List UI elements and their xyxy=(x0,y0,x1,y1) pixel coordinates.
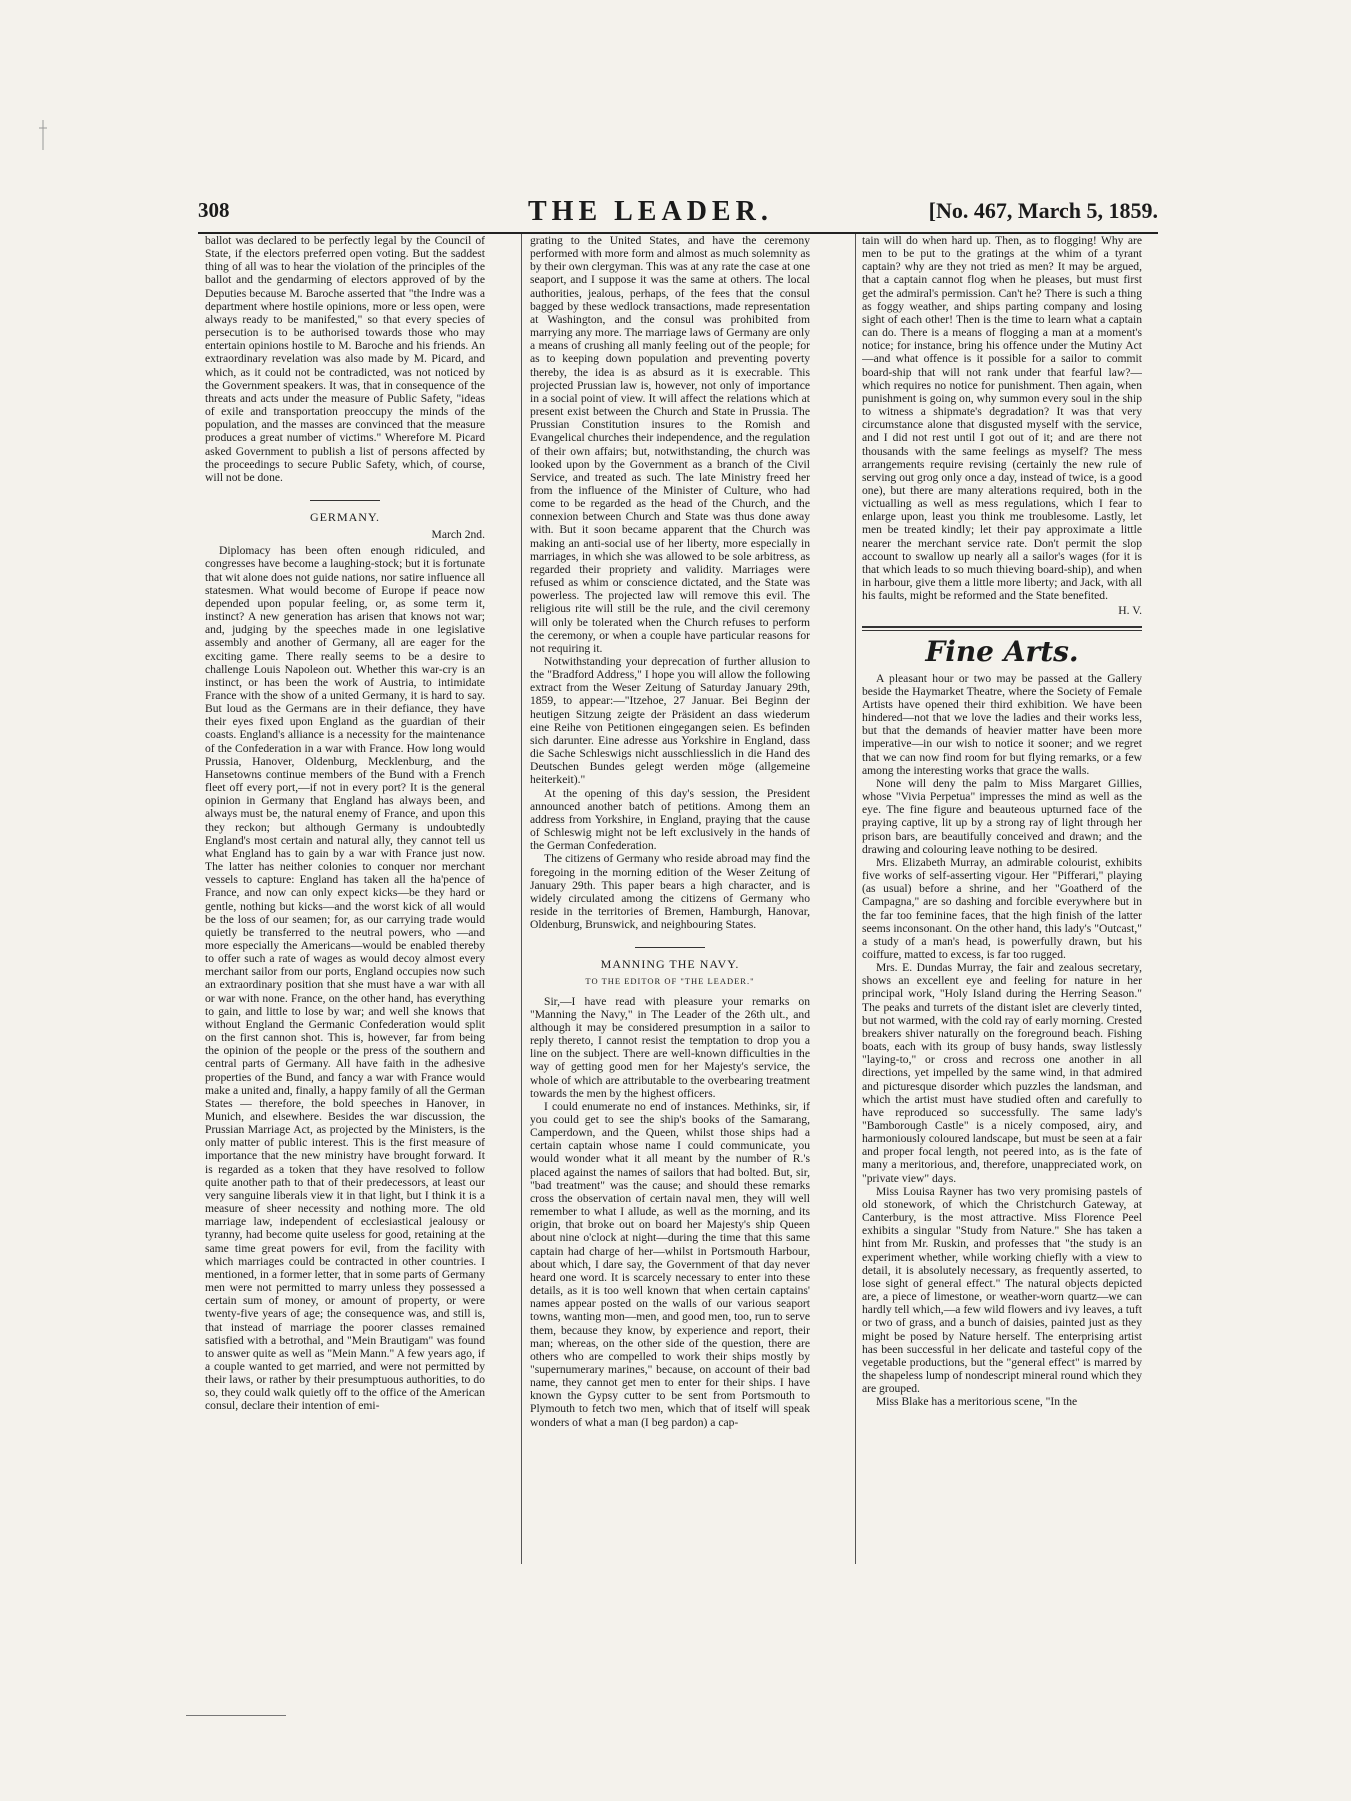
page-header xyxy=(198,198,1158,232)
section-heading-germany: GERMANY. xyxy=(309,509,381,524)
article-paragraph: ballot was declared to be perfectly legal by the Council of State, if the electors preferred open voting. But the saddest thing of all was to hear the violation of the principles of the ballot and the gendarming of electors approved of by the Deputies because M. Baroche asserted that "the Indre was a department where hostile opinions, more or less open, were always ready to be manifested," so that every species of persecution is to be authorised towards those who may entertain opinions hostile to M. Baroche and his friends. An extraordinary revelation was also made by M. Picard, and which, as it could not be contradicted, was not noticed by the Government speakers. It was, that in consequence of the threats and acts under the measure of Public Safety, "ideas of exile and transportation preoccupy the minds of the population, and the masses are convinced that the measure produces a great number of victims." Wherefore M. Picard asked Government to publish a list of persons affected by the proceedings to secure Public Safety, which, of course, will not be done. xyxy=(205,234,485,484)
column-2 xyxy=(530,234,810,1554)
masthead-title: THE LEADER. xyxy=(528,196,773,227)
article-paragraph: Sir,—I have read with pleasure your remarks on "Manning the Navy," in The Leader of the 26th ult., and although it may be considered presumption in a sailor to reply thereto, I cannot resist the temptation to drop you a line on the subject. There are well-known difficulties in the way of getting good men for her Majesty's service, the whole of which are attributable to the overbearing treatment towards the men by the highest officers. xyxy=(530,994,810,1100)
pencil-mark xyxy=(186,1715,286,1716)
section-heading-navy: MANNING THE NAVY. xyxy=(600,957,740,972)
column-3 xyxy=(862,234,1142,1554)
page-number: 308 xyxy=(198,198,230,222)
article-paragraph: Miss Blake has a meritorious scene, "In the xyxy=(876,1395,1078,1409)
article-paragraph: Diplomacy has been often enough ridiculed, and congresses have become a laughing-stock; but it is fortunate that wit alone does not guide nations, nor satire influence all statesmen. What would become of Europe if peace now depended upon popular feeling, or, as some term it, instinct? A new generation has arisen that knows not war; and, judging by the speeches made in one legislative assembly and another of Germany, all are eager for the exciting game. There really seems to be a desire to challenge Louis Napoleon out. Whether this war-cry is an instinct, or has been the work of Austria, to intimidate France with the show of a united Germany, it is hard to say. But loud as the Germans are in their defiance, they have their eyes fixed upon England as the guardian of their coasts. England's alliance is a necessity for the maintenance of the Confederation in a war with France. How long would Prussia, Hanover, Oldenburg, Mecklenburg, and the Hansetowns continue members of the Bund with a French fleet off every port,—if not in every port? It is the general opinion in Germany that England has always been, and always must be, the natural enemy of France, and upon this they reckon; but although Germany is undoubtedly England's most certain and natural ally, they cannot tell us what England has to gain by a war with France just now. The latter has neither colonies to conquer nor merchant vessels to capture: England has taken all the ha'pence of France, and now can only expect kicks—be they hard or gentle, nothing but kicks—and the worst kick of all would be the loss of our seamen; for, as our carrying trade would quietly be transferred to the neutral powers, who —and more especially the Americans—would be enabled thereby to offer such a rate of wages as would decoy almost every merchant sailor from our ports, England occupies now such an extraordinary position that she must have a war with all or war with none. France, on the other hand, has everything to gain, and little to lose by war; and well she knows that without England the Germanic Confederation would split on the first cannon shot. This is, however, far from being the opinion of the people or the press of the southern and central parts of Germany. All have faith in the adhesive properties of the Bund, and fancy a war with France would make a united and, finally, a happy family of all the German States — therefore, the bold speeches in Hanover, in Munich, and elsewhere. Besides the war discussion, the Prussian Marriage Act, as projected by the Ministers, is the only matter of public interest. This is the first measure of importance that the new ministry have brought forward. It is regarded as a token that they have resolved to follow quite another path to that of their predecessors, at least our very sanguine liberals view it in that light, but I think it is a measure of sheer necessity and nothing more. The old marriage law, independent of ecclesiastical jealousy or tyranny, had become quite useless for good, retaining at the same time great powers for evil, from the facility with which marriages could be contracted in other countries. I mentioned, in a former letter, that in some parts of Germany men were not permitted to marry unless they possessed a certain sum of money, or amount of property, or were twenty-five years of age; the consequence was, and still is, that instead of marriage the poorer classes remained satisfied with a betrothal, and "Mein Brautigam" was found to answer quite as well as "Mein Mann." A few years ago, if a couple wanted to get married, and were not permitted by their laws, or rather by their presumptuous authorities, to do so, they could walk quietly off to the office of the American consul, declare their intention of emi- xyxy=(205,544,485,1413)
article-paragraph: I could enumerate no end of instances. Methinks, sir, if you could get to see the ship's books of the Samarang, Camperdown, and the Queen, whilst those ships had a certain captain whose name I could communicate, you would wonder what it all meant by the number of R.'s placed against the names of sailors that had bolted. But, sir, "bad treatment" was the cause; and should these remarks cross the observation of certain naval men, they will well remember to what I allude, as well as the morning, and its origin, that broke out on board her Majesty's ship Queen about nine o'clock at night—during the time that this same captain had charge of her—whilst in Portsmouth Harbour, about which, I dare say, the Government of that day never heard one word. It is scarcely necessary to enter into these details, as it is too well known that when certain captains' names appear posted on the walls of our various seaport towns, wanting mon—men, and good men, too, run to serve them, because they know, by experience and report, their man; whereas, on the other side of the question, there are others who are compelled to work their ships mostly by "supernumerary marines," because, on account of their bad name, they cannot get men to enter for their ships. I have known the Gypsy cutter to be sent from Portsmouth to Plymouth to fetch two men, which that of itself will speak wonders of what a man (I beg pardon) a cap- xyxy=(530,1099,810,1429)
article-paragraph: grating to the United States, and have the ceremony performed with more form and almost as much solemnity as by their own clergyman. This was at any rate the case at one seaport, and I suppose it was the same at others. The local authorities, jealous, perhaps, of the fees that the consul bagged by these wedlock transactions, made representation at Washington, and the consul was prohibited from marrying any more. The marriage laws of Germany are only a means of crushing all manly feeling out of the people; for as to keeping down population and preventing poverty thereby, the idea is as absurd as it is execrable. This projected Prussian law is, however, not only of importance in a social point of view. It will affect the relations which at present exist between the Church and State in Prussia. The Prussian Constitution insures to the Romish and Evangelical churches their independence, and the regulation of their own affairs; but, notwithstanding, the church was looked upon by the Government as a branch of the Civil Service, and treated as such. The late Ministry freed her from the influence of the Minister of Culture, who had come to be regarded as the head of the Church, and the connexion between Church and State was thus done away with. But it soon became apparent that the Church was making an anti-social use of her liberty, more especially in marriages, in which she was allowed to be sole arbitress, as regarded their propriety and validity. Marriages were refused as whim or conscience dictated, and the State was powerless. The projected law will remove this evil. The religious rite will still be the rule, and the civil ceremony will only be tolerated when the Church refuses to perform the ceremony, or when a couple have particular reasons for not requiring it. xyxy=(530,234,810,655)
section-divider xyxy=(862,626,1142,631)
column-rule xyxy=(521,234,522,1564)
article-paragraph: The citizens of Germany who reside abroad may find the foregoing in the morning edition of the Weser Zeitung of January 29th. This paper bears a high character, and is widely circulated among the citizens of Germany who reside in the territories of Bremen, Hamburgh, Hanovar, Oldenburg, Brunswick, and neighbouring States. xyxy=(530,852,810,932)
margin-mark xyxy=(36,120,50,150)
article-paragraph: Mrs. Elizabeth Murray, an admirable colourist, exhibits five works of self-asserting vigour. Her "Pifferari," playing (as usual) before a shrine, and her "Goatherd of the Campagna," are so dashing and forcible everywhere but in the far too feminine faces, that the high finish of the latter seems inconsonant. On the other hand, this lady's "Outcast," a study of a man's head, is powerfully drawn, but his coiffure, matted to excess, is far too rugged. xyxy=(862,855,1142,961)
article-paragraph: None will deny the palm to Miss Margaret Gillies, whose "Vivia Perpetua" impresses the mind as well as the eye. The fine figure and beauteous upturned face of the praying captive, lit up by a strong ray of light through her prison bars, are beautifully conceived and drawn; and the drawing and colouring leave nothing to be desired. xyxy=(862,776,1142,856)
section-divider xyxy=(635,947,705,948)
article-paragraph: A pleasant hour or two may be passed at the Gallery beside the Haymarket Theatre, where the Society of Female Artists have opened their third exhibition. We have been hindered—not that we love the ladies and their works less, but that the demands of heavier matter have been more imperative—in our wish to notice it sooner; and we regret that we can now find room for but flying remarks, or a few among the interesting works that grace the walls. xyxy=(862,671,1142,777)
letter-signature: H. V. xyxy=(1118,604,1142,618)
article-paragraph: Notwithstanding your deprecation of further allusion to the "Bradford Address," I hope you will allow the following extract from the Weser Zeitung of Saturday January 29th, 1859, to appear:—"Itzehoe, 27 Januar. Bei Beginn der heutigen Sitzung zeigte der Präsident an dass wiederum eine Reihe von Petitionen eingegangen seien. Es befinden sich darunter. Eine adresse aus Yorkshire in England, dass die Sache Schleswigs nicht ausschliesslich in die Hand des Deutschen Bundes gelegt werden möge (allgemeine heiterkeit)." xyxy=(530,655,810,787)
article-paragraph: At the opening of this day's session, the President announced another batch of petitions. Among them an address from Yorkshire, in England, praying that the cause of Schleswig might not be left exclusively in the hands of the German Confederation. xyxy=(530,786,810,853)
article-paragraph: Miss Louisa Rayner has two very promising pastels of old stonework, of which the Christchurch Gateway, at Canterbury, is the most attractive. Miss Florence Peel exhibits a singular "Study from Nature." She has taken a hint from Mr. Ruskin, and professes that "the study is an experiment whether, while working chiefly with a view to detail, it is absolutely necessary, as frequently asserted, to lose sight of general effect." The natural objects depicted are, a piece of limestone, or weather-worn quartz—we can hardly tell which,—a few wild flowers and ivy leaves, a tuft or two of grass, and a bunch of daisies, painted just as they might be posed by Nature herself. The enterprising artist has been successful in her delicate and tasteful copy of the vegetable productions, but the "general effect" is marred by the shapeless lump of nondescript mineral round which they are grouped. xyxy=(862,1184,1142,1396)
letter-subheading: TO THE EDITOR OF "THE LEADER." xyxy=(585,976,755,987)
dateline: March 2nd. xyxy=(431,528,485,542)
article-paragraph: tain will do when hard up. Then, as to flogging! Why are men to be put to the gratings at the whim of a tyrant captain? why are they not tried as men? It may be argued, that a captain cannot flog when he pleases, but must first get the admiral's permission. Can't he? There is such a thing as foggy weather, and ships parting company and losing sight of each other! Then is the time to learn what a captain can do. There is a means of flogging a man at a moment's notice; for instance, bring his offence under the Mutiny Act—and what offence is it possible for a sailor to commit board-ship that will not rank under that fearful law?—which requires no notice for punishment. Then again, when punishment is going on, why summon every soul in the ship to witness a shipmate's degradation? It was that very circumstance alone that disgusted myself with the service, and I did not rest until I got out of it; and are there not thousands with the same feelings as myself? The mess arrangements require revising (certainly the new rule of serving out grog only once a day, instead of twice, is a good one), but there are many alterations required, both in the victualling as well as mess regulations, which I fear to enlarge upon, least you think me troublesome. Lastly, let men be treated kindly; let their pay approximate a little nearer the merchant service rate. Don't permit the slop account to swallow up nearly all a sailor's wages (for it is that which leads to so much thieving board-ship), and when in harbour, give them a little more liberty; and Jack, with all his faults, might be reformed and the State benefited. xyxy=(862,234,1142,603)
section-heading-fine-arts: Fine Arts. xyxy=(925,634,1079,668)
issue-date: [No. 467, March 5, 1859. xyxy=(928,198,1158,223)
section-divider xyxy=(310,500,380,501)
column-rule xyxy=(855,234,856,1564)
article-paragraph: Mrs. E. Dundas Murray, the fair and zealous secretary, shows an excellent eye and feeling for nature in her principal work, "Holy Island during the Herring Season." The peaks and turrets of the distant islet are cleverly tinted, but not warmed, with the cold ray of early morning. Crested breakers shiver naturally on the foreground beach. Fishing boats, each with its group of busy hands, sway listlessly "laying-to," or cross and recross one another in all directions, yet impelled by the same wind, in that admired and picturesque disorder which puzzles the landsman, and which the artist must have studied often and carefully to have reproduced so successfully. The same lady's "Bamborough Castle" is a nicely composed, airy, and harmoniously coloured landscape, but must be seen at a fair and proper focal length, not peered into, as is the fate of many a meritorious, and, therefore, unappreciated work, on "private view" days. xyxy=(862,961,1142,1185)
column-1 xyxy=(205,234,485,1554)
